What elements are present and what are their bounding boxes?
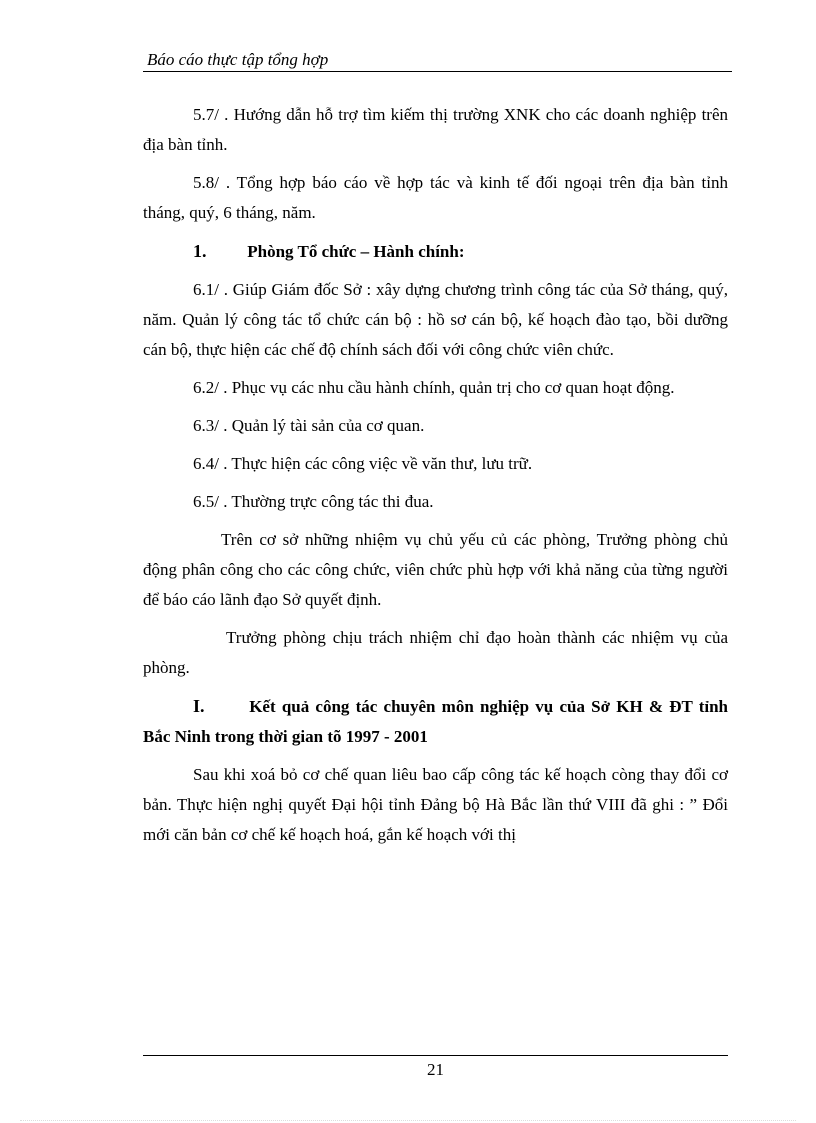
section-title-results: Kết quả công tác chuyên môn nghiệp vụ của Sở KH & ĐT tỉnh Bắc Ninh trong thời gian tõ 1997 - 2001 bbox=[143, 697, 729, 746]
paragraph-5-8: 5.8/ . Tổng hợp báo cáo về hợp tác và kinh tế đối ngoại trên địa bàn tỉnh tháng, quý, 6 tháng, năm. bbox=[143, 173, 728, 222]
footer-divider bbox=[143, 1055, 728, 1056]
paragraph-6-5: 6.5/ . Thường trực công tác thi đua. bbox=[193, 492, 434, 511]
paragraph-reform: Sau khi xoá bỏ cơ chế quan liêu bao cấp công tác kế hoạch còng thay đổi cơ bản. Thực hiện nghị quyết Đại hội tỉnh Đảng bộ Hà Bắc lần thứ VIII đã ghi : ” Đổi mới căn bản cơ chế kế hoạch hoá, gắn kế hoạch với thị bbox=[143, 765, 728, 844]
section-heading-hr bbox=[143, 236, 728, 267]
section-title: Phòng Tổ chức – Hành chính: bbox=[247, 242, 465, 261]
page-header bbox=[143, 50, 732, 72]
section-number: 1. bbox=[193, 241, 207, 261]
page-bottom-edge bbox=[20, 1120, 796, 1121]
paragraph-6-1: 6.1/ . Giúp Giám đốc Sở : xây dựng chương trình công tác của Sở tháng, quý, năm. Quản lý công tác tổ chức cán bộ : hồ sơ cán bộ, kế hoạch đào tạo, bồi dưỡng cán bộ, thực hiện các chế độ chính sách đối với công chức viên chức. bbox=[143, 280, 728, 359]
paragraph-5-7: 5.7/ . Hướng dẫn hỗ trợ tìm kiếm thị trường XNK cho các doanh nghiệp trên địa bàn tỉnh. bbox=[143, 105, 728, 154]
paragraph-6-2: 6.2/ . Phục vụ các nhu cầu hành chính, quản trị cho cơ quan hoạt động. bbox=[193, 378, 675, 397]
paragraph-summary: Trên cơ sở những nhiệm vụ chủ yếu củ các phòng, Trưởng phòng chủ động phân công cho các công chức, viên chức phù hợp với khả năng của từng người để báo cáo lãnh đạo Sở quyết định. bbox=[143, 530, 728, 609]
paragraph-responsibility: Trưởng phòng chịu trách nhiệm chỉ đạo hoàn thành các nhiệm vụ của phòng. bbox=[143, 628, 728, 677]
section-heading-results bbox=[143, 691, 728, 752]
paragraph-6-3: 6.3/ . Quản lý tài sản của cơ quan. bbox=[193, 416, 425, 435]
page-number: 21 bbox=[427, 1060, 444, 1079]
section-roman-number: I. bbox=[193, 696, 205, 716]
header-title: Báo cáo thực tập tổng hợp bbox=[147, 50, 329, 69]
paragraph-6-4: 6.4/ . Thực hiện các công việc về văn thư, lưu trữ. bbox=[193, 454, 533, 473]
document-body bbox=[143, 100, 728, 858]
